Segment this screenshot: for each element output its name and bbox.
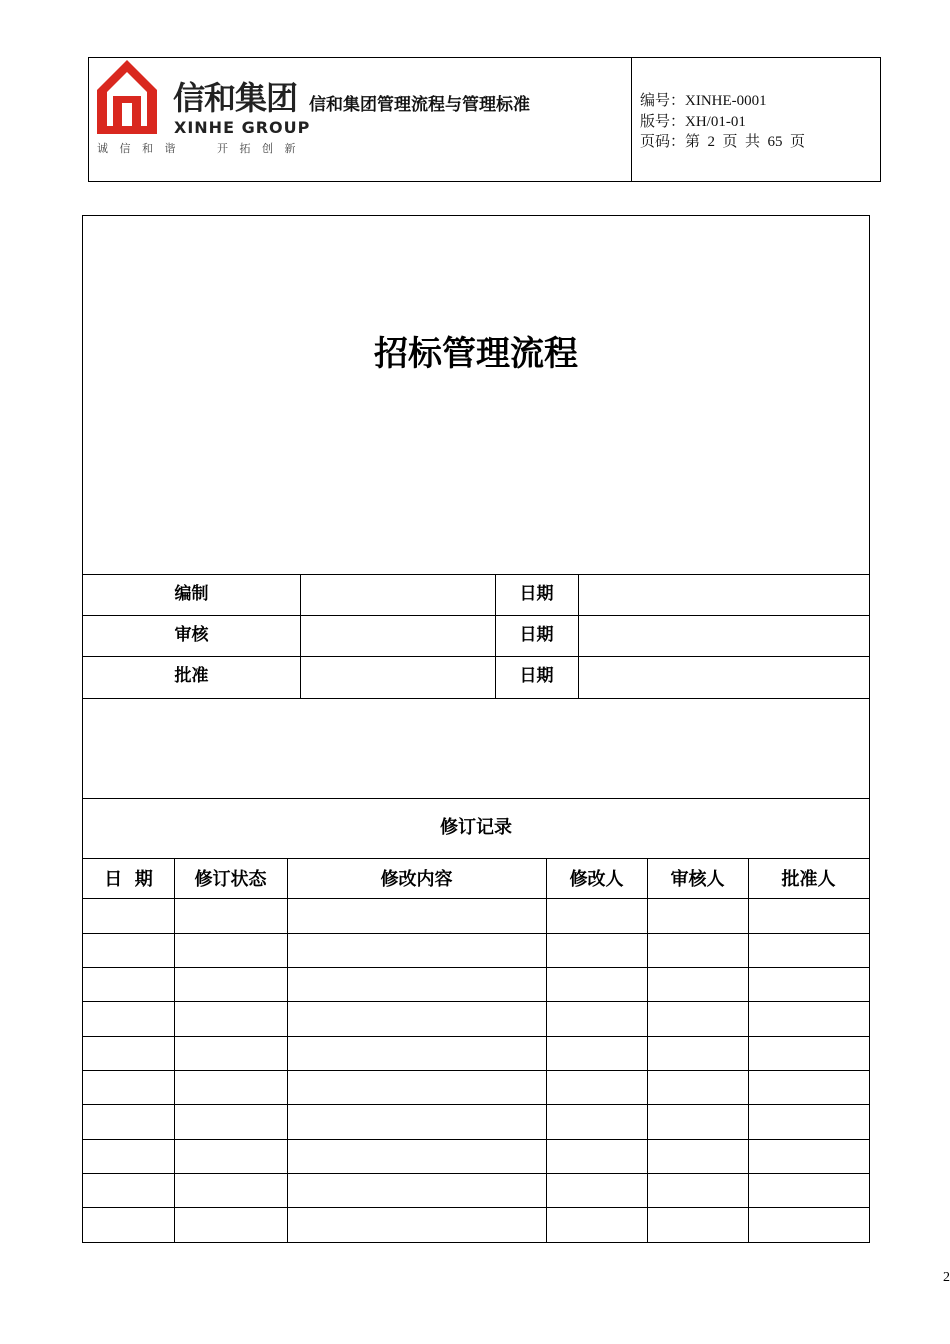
approval-label-prepared: 编制 bbox=[174, 584, 209, 604]
revision-header-top-border bbox=[83, 858, 869, 859]
approval-date-label: 日期 bbox=[519, 666, 554, 686]
revision-column-border bbox=[546, 858, 547, 1242]
meta-code-value: XINHE-0001 bbox=[685, 93, 767, 109]
revision-top-border bbox=[83, 798, 869, 799]
document-title: 招标管理流程 bbox=[374, 334, 578, 374]
meta-page-label: 页码： bbox=[640, 134, 686, 150]
cover-form bbox=[82, 215, 870, 1243]
table-row bbox=[83, 967, 869, 968]
revision-record-title: 修订记录 bbox=[440, 817, 512, 838]
approval-label-approved: 批准 bbox=[174, 666, 209, 686]
revision-header-content: 修改内容 bbox=[380, 869, 453, 890]
meta-version-line bbox=[640, 112, 805, 133]
header-title: 信和集团管理流程与管理标准 bbox=[309, 95, 530, 115]
table-row bbox=[83, 1070, 869, 1071]
table-row bbox=[83, 1104, 869, 1105]
revision-column-border bbox=[647, 858, 648, 1242]
table-row bbox=[83, 1207, 869, 1208]
approval-column-border bbox=[300, 574, 301, 698]
table-row bbox=[83, 1139, 869, 1140]
table-row bbox=[83, 1036, 869, 1037]
revision-header-modifier: 修改人 bbox=[569, 869, 624, 890]
document-meta bbox=[640, 91, 805, 153]
revision-header-approver: 批准人 bbox=[781, 869, 836, 890]
revision-column-border bbox=[287, 858, 288, 1242]
revision-header-reviewer: 审核人 bbox=[670, 869, 725, 890]
approval-date-label: 日期 bbox=[519, 625, 554, 645]
meta-code-line bbox=[640, 91, 805, 112]
approval-label-reviewed: 审核 bbox=[174, 625, 209, 645]
meta-version-value: XH/01-01 bbox=[685, 113, 746, 130]
meta-page-line bbox=[640, 132, 805, 153]
table-row bbox=[83, 1173, 869, 1174]
header-divider bbox=[631, 58, 632, 181]
meta-code-label: 编号： bbox=[640, 93, 686, 109]
approval-date-label: 日期 bbox=[519, 584, 554, 604]
xinhe-logo-icon bbox=[95, 58, 159, 136]
logo-english-name: XINHE GROUP bbox=[174, 118, 311, 137]
meta-page-value: 第 2 页 共 65 页 bbox=[685, 134, 806, 150]
revision-column-border bbox=[174, 858, 175, 1242]
table-row bbox=[83, 933, 869, 934]
table-row bbox=[83, 1001, 869, 1002]
logo-chinese-name: 信和集团 bbox=[173, 79, 298, 117]
page-number: 2 bbox=[943, 1270, 950, 1285]
document-header bbox=[88, 57, 881, 182]
approval-bottom-border bbox=[83, 698, 869, 699]
revision-header-date: 日 期 bbox=[104, 869, 153, 890]
meta-version-label: 版号： bbox=[640, 113, 686, 130]
revision-header-status: 修订状态 bbox=[194, 869, 267, 890]
logo-slogan: 诚 信 和 谐 开 拓 创 新 bbox=[97, 142, 300, 155]
revision-column-border bbox=[748, 858, 749, 1242]
revision-header-bottom-border bbox=[83, 898, 869, 899]
approval-column-border bbox=[578, 574, 579, 698]
